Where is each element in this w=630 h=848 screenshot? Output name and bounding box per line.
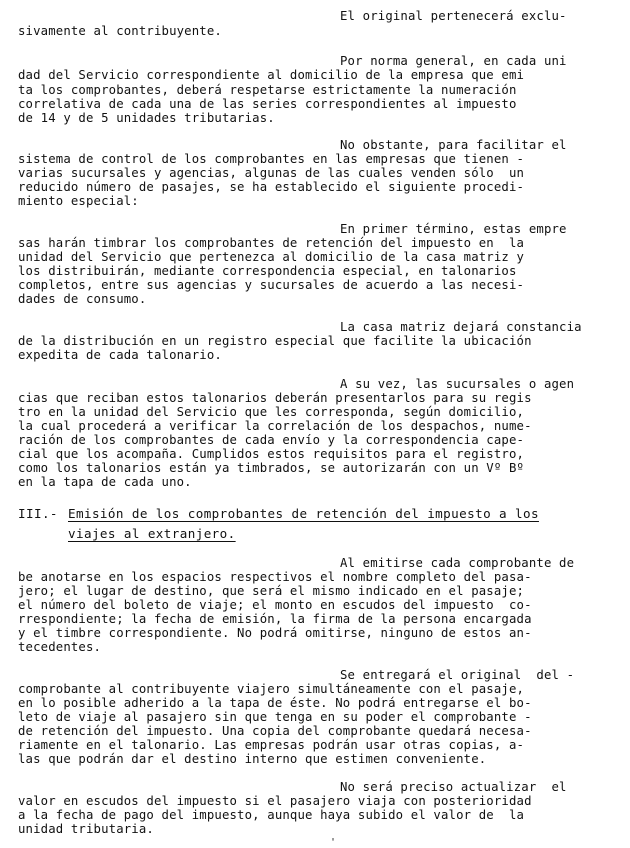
stray-mark: ': [330, 837, 337, 848]
text-line: de retención del impuesto. Una copia del comprobante quedará necesa-: [18, 724, 532, 738]
text-line: completos, entre sus agencias y sucursales de acuerdo a las necesi-: [18, 278, 525, 292]
text-line: expedita de cada talonario.: [18, 348, 222, 362]
text-line: en la tapa de cada uno.: [18, 475, 192, 489]
text-line: ta los comprobantes, deberá respetarse estrictamente la numeración: [18, 83, 517, 97]
text-line: sas harán timbrar los comprobantes de retención del impuesto en la: [18, 236, 525, 250]
text-line: reducido número de pasajes, se ha establecido el siguiente procedi-: [18, 180, 525, 194]
text-line: El original pertenecerá exclu-: [340, 9, 567, 23]
text-line: En primer término, estas empre: [340, 222, 567, 236]
text-line: rrespondiente; la fecha de emisión, la firma de la persona encargada: [18, 612, 532, 626]
section-number: III.-: [18, 506, 58, 521]
text-line: los distribuirán, mediante correspondencia especial, en talonarios: [18, 264, 517, 278]
text-line: tro en la unidad del Servicio que les corresponda, según domicilio,: [18, 405, 525, 419]
text-line: comprobante al contribuyente viajero simultáneamente con el pasaje,: [18, 682, 525, 696]
text-line: varias sucursales y agencias, algunas de las cuales venden sólo un: [18, 166, 525, 180]
text-line: be anotarse en los espacios respectivos el nombre completo del pasa-: [18, 570, 532, 584]
text-line: dades de consumo.: [18, 292, 147, 306]
text-line: el número del boleto de viaje; el monto en escudos del impuesto co-: [18, 598, 532, 612]
text-line: correlativa de cada una de las series correspondientes al impuesto: [18, 97, 517, 111]
section-title-line: viajes al extranjero.: [68, 526, 236, 541]
text-line: en lo posible adherido a la tapa de éste. No podrá entregarse el bo-: [18, 696, 532, 710]
text-line: Se entregará el original del -: [340, 668, 575, 682]
text-line: como los talonarios están ya timbrados, se autorizarán con un Vº Bº: [18, 461, 525, 475]
text-line: ración de los comprobantes de cada envío y la correspondencia cape-: [18, 433, 525, 447]
text-line: La casa matriz dejará constancia: [340, 320, 582, 334]
text-line: sivamente al contribuyente.: [18, 24, 222, 38]
text-line: jero; el lugar de destino, que será el mismo indicado en el pasaje;: [18, 584, 525, 598]
text-line: miento especial:: [18, 194, 139, 208]
text-line: No obstante, para facilitar el: [340, 138, 567, 152]
text-line: tecedentes.: [18, 640, 102, 654]
text-line: leto de viaje al pasajero sin que tenga en su poder el comprobante -: [18, 710, 532, 724]
text-line: y el timbre correspondiente. No podrá omitirse, ninguno de estos an-: [18, 626, 532, 640]
text-line: dad del Servicio correspondiente al domicilio de la empresa que emi: [18, 68, 525, 82]
text-line: No será preciso actualizar el: [340, 780, 567, 794]
text-line: unidad del Servicio que pertenezca al domicilio de la casa matriz y: [18, 250, 525, 264]
text-line: valor en escudos del impuesto si el pasajero viaja con posterioridad: [18, 794, 532, 808]
text-line: riamente en el talonario. Las empresas podrán usar otras copias, a-: [18, 738, 525, 752]
text-line: a la fecha de pago del impuesto, aunque haya subido el valor de la: [18, 808, 525, 822]
text-line: sistema de control de los comprobantes en las empresas que tienen -: [18, 152, 525, 166]
text-line: unidad tributaria.: [18, 822, 154, 836]
text-line: A su vez, las sucursales o agen: [340, 377, 575, 391]
text-line: de 14 y de 5 unidades tributarias.: [18, 111, 275, 125]
section-title-line: Emisión de los comprobantes de retención del impuesto a los: [68, 506, 539, 521]
text-line: de la distribución en un registro especial que facilite la ubicación: [18, 334, 532, 348]
text-line: Al emitirse cada comprobante de: [340, 556, 575, 570]
text-line: las que podrán dar el destino interno que estimen conveniente.: [18, 752, 487, 766]
text-line: cial que los acompaña. Cumplidos estos requisitos para el registro,: [18, 447, 525, 461]
text-line: cias que reciban estos talonarios deberán presentarlos para su regis: [18, 391, 532, 405]
text-line: Por norma general, en cada uni: [340, 54, 567, 68]
text-line: la cual procederá a verificar la correlación de los despachos, nume-: [18, 419, 532, 433]
